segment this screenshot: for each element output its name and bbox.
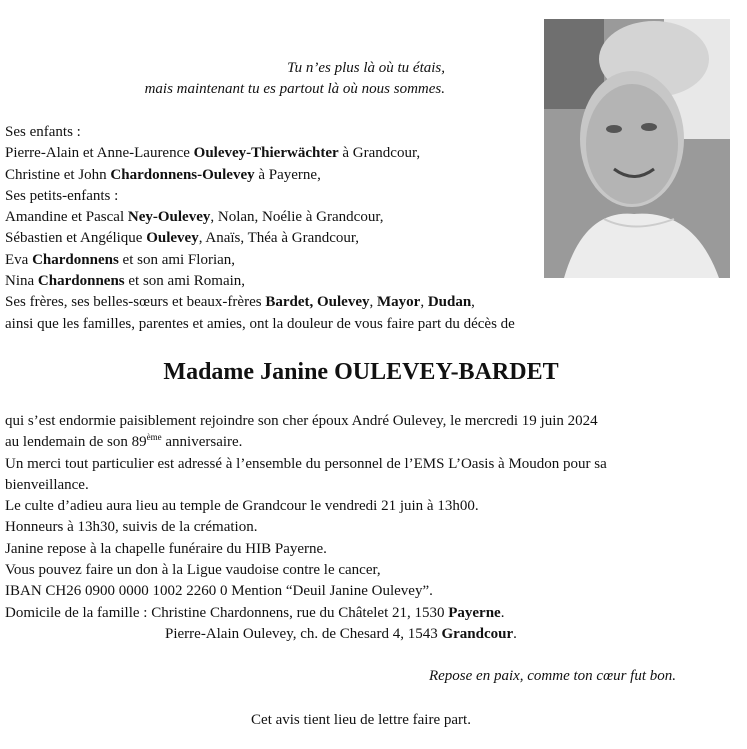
body-line: Vous pouvez faire un don à la Ligue vaudoise contre le cancer,	[5, 562, 381, 579]
text-segment: à Grandcour,	[338, 145, 421, 162]
family-line	[5, 207, 515, 228]
family-surname: Oulevey-Thierwächter	[193, 145, 339, 162]
announcement-line: ainsi que les familles, parentes et amies, ont la douleur de vous faire part du décès de	[5, 315, 515, 332]
quote-line-2: mais maintenant tu es partout là où nous sommes.	[144, 81, 445, 97]
text-segment: Nina	[5, 273, 38, 290]
text-segment: ,	[420, 294, 428, 311]
family-surname: Mayor	[376, 294, 421, 311]
body-line: Un merci tout particulier est adressé à l’ensemble du personnel de l’EMS L’Oasis à Moudon pour sa	[5, 455, 607, 472]
text-segment: .	[513, 625, 517, 642]
town-name: Grandcour	[441, 625, 514, 642]
text-segment: à Payerne,	[254, 166, 321, 183]
notice-body	[5, 411, 705, 645]
ordinal-suffix: ème	[146, 432, 162, 443]
text-segment: Eva	[5, 251, 33, 268]
body-line: Le culte d’adieu aura lieu au temple de Grandcour le vendredi 21 juin à 13h00.	[5, 498, 479, 515]
text-segment: Pierre-Alain Oulevey, ch. de Chesard 4, 1543	[165, 625, 442, 642]
opening-quote	[145, 58, 445, 100]
body-line: qui s’est endormie paisiblement rejoindre son cher époux André Oulevey, le mercredi 19 juin 2024	[5, 413, 598, 429]
family-surname: Ney-Oulevey	[127, 209, 211, 226]
text-segment: Domicile de la famille : Christine Chardonnens, rue du Châtelet 21, 1530	[5, 604, 449, 621]
family-list	[5, 122, 515, 335]
body-line: Honneurs à 13h30, suivis de la crémation.	[5, 519, 258, 536]
text-segment: , Nolan, Noélie à Grandcour,	[210, 209, 384, 226]
family-line	[5, 292, 515, 313]
text-segment: et son ami Romain,	[124, 273, 246, 290]
text-segment: , Anaïs, Théa à Grandcour,	[198, 230, 360, 247]
text-segment: ,	[369, 294, 377, 311]
children-heading: Ses enfants :	[5, 124, 81, 140]
text-segment: Sébastien et Angélique	[5, 230, 147, 247]
family-surname: Bardet, Oulevey	[265, 294, 370, 311]
text-segment: anniversaire.	[161, 434, 243, 451]
family-surname: Dudan	[427, 294, 472, 311]
body-line: bienveillance.	[5, 476, 89, 493]
family-line	[5, 250, 515, 271]
text-segment: Ses frères, ses belles-sœurs et beaux-frères	[5, 294, 266, 311]
family-line	[5, 228, 515, 249]
family-surname: Chardonnens-Oulevey	[110, 166, 255, 183]
text-segment: Pierre-Alain et Anne-Laurence	[5, 145, 194, 162]
family-surname: Chardonnens	[32, 251, 119, 268]
portrait-illustration	[544, 19, 730, 278]
family-line	[5, 165, 515, 186]
quote-line-1: Tu n’es plus là où tu étais,	[287, 60, 445, 76]
deceased-name: Madame Janine OULEVEY-BARDET	[163, 359, 559, 385]
family-address-line	[5, 603, 705, 624]
text-segment: .	[500, 604, 505, 621]
body-line: Janine repose à la chapelle funéraire du HIB Payerne.	[5, 540, 327, 557]
text-segment: au lendemain de son 89	[5, 434, 147, 451]
family-address-line	[5, 624, 705, 645]
farewell-line: Repose en paix, comme ton cœur fut bon.	[428, 668, 676, 684]
text-segment: ,	[471, 294, 475, 311]
text-segment: Christine et John	[5, 166, 111, 183]
town-name: Payerne	[448, 604, 501, 621]
portrait-photo	[544, 19, 730, 278]
family-line	[5, 271, 515, 292]
text-segment: Amandine et Pascal	[5, 209, 128, 226]
family-line	[5, 143, 515, 164]
closing-notice: Cet avis tient lieu de lettre faire part.	[251, 712, 471, 728]
text-segment: et son ami Florian,	[118, 251, 236, 268]
grandchildren-heading: Ses petits-enfants :	[5, 187, 119, 204]
body-line: IBAN CH26 0900 0000 1002 2260 0 Mention “Deuil Janine Oulevey”.	[5, 583, 433, 600]
family-surname: Oulevey	[146, 230, 199, 247]
body-line	[5, 432, 705, 453]
family-surname: Chardonnens	[37, 273, 125, 290]
